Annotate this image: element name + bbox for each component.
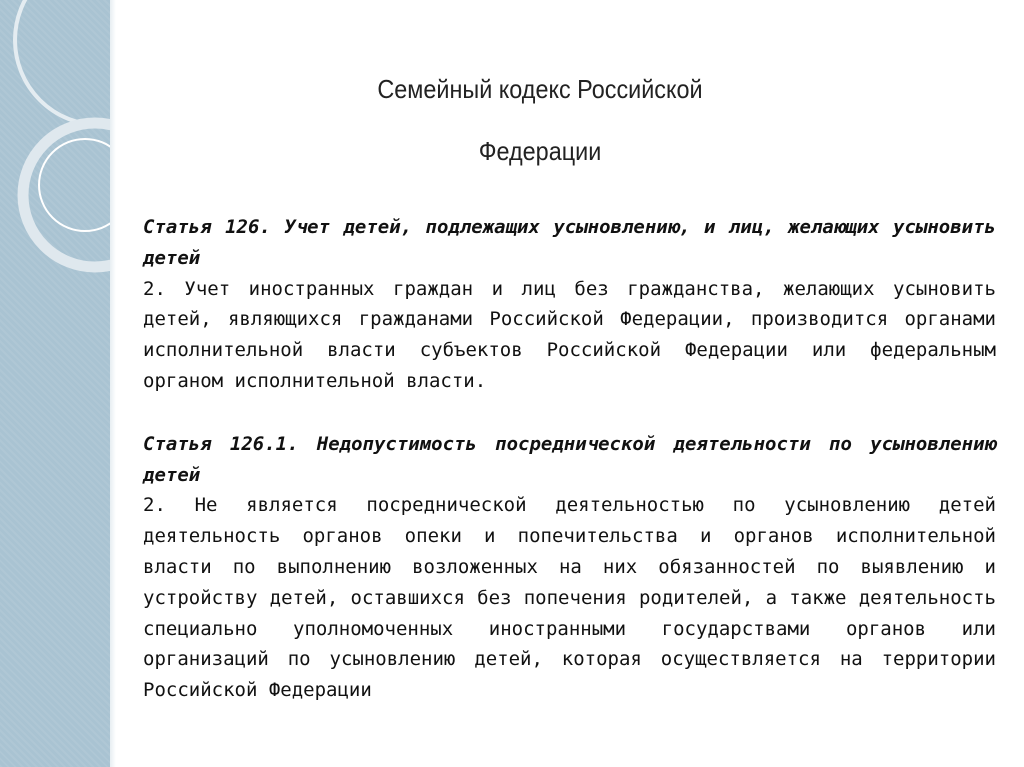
page-title-line2: Федерации: [478, 136, 602, 166]
ring-inner: [39, 139, 110, 231]
decorative-side-panel: [0, 0, 110, 767]
document-body: [143, 212, 996, 706]
article-126-heading: Статья 126. Учет детей, подлежащих усыновлению, и лиц, желающих усыновить детей: [143, 216, 996, 269]
article-126-text: 2. Учет иностранных граждан и лиц без гражданства, желающих усыновить детей, являющихся гражданами Российской Федерации, производится органами исполнительной власти субъектов Российской Федерации или федеральным органом исполнительной власти.: [143, 277, 996, 392]
side-edge: [110, 0, 116, 767]
ring-thick: [23, 123, 110, 267]
page-title-line1: Семейный кодекс Российской: [377, 74, 703, 104]
decorative-rings: [0, 0, 110, 767]
article-126-1-text: 2. Не является посреднической деятельностью по усыновлению детей деятельность органов опеки и попечительства и органов исполнительной власти по выполнению возложенных на них обязанностей по выявлению и устройству детей, оставшихся без попечения родителей, а также деятельность специально уполномоченных иностранными государствами органов или организаций по усыновлению детей, которая осуществляется на территории Российской Федерации: [143, 494, 996, 702]
ring-large: [15, 0, 110, 125]
article-126-1-heading: Статья 126.1. Недопустимость посреднической деятельности по усыновлению детей: [143, 432, 996, 486]
paragraph-gap: [143, 397, 996, 429]
